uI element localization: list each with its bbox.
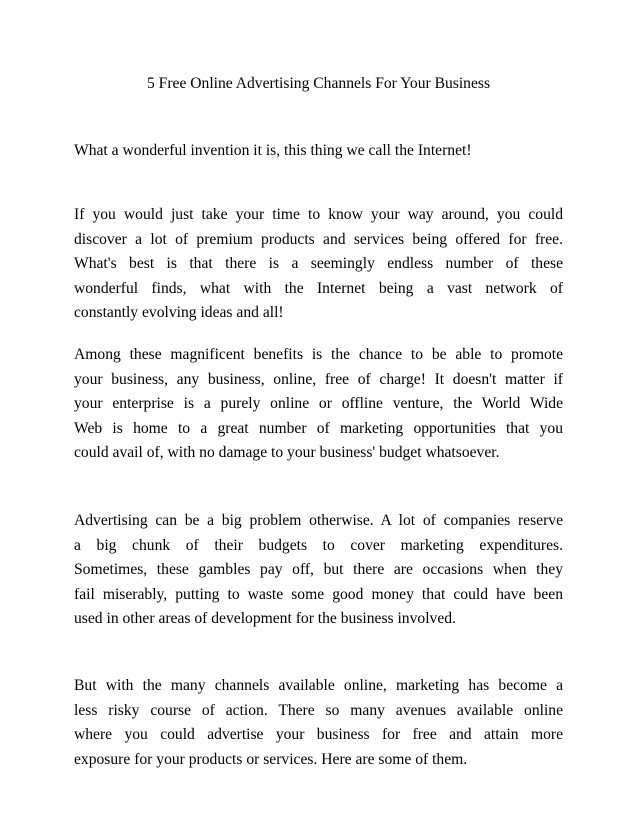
paragraph-line: your enterprise is a purely online or offline venture, the World Wide — [74, 395, 563, 413]
paragraph-line: discover a lot of premium products and services being offered for free. — [74, 230, 563, 248]
paragraph-2 — [74, 343, 563, 466]
paragraph-line: fail miserably, putting to waste some good money that could have been — [74, 585, 563, 603]
paragraph-line: Web is home to a great number of marketing opportunities that you — [74, 419, 563, 437]
paragraph-line: could avail of, with no damage to your business' budget whatsoever. — [74, 444, 500, 462]
document-title: 5 Free Online Advertising Channels For Your Business — [146, 75, 491, 92]
paragraph-line: constantly evolving ideas and all! — [74, 304, 284, 322]
paragraph-line: If you would just take your time to know your way around, you could — [74, 206, 563, 223]
intro-paragraph: What a wonderful invention it is, this thing we call the Internet! — [74, 142, 472, 159]
paragraph-line: where you could advertise your business for free and attain more — [74, 726, 563, 744]
paragraph-line: less risky course of action. There so many avenues available online — [74, 701, 563, 719]
paragraph-3 — [74, 509, 563, 632]
paragraph-line: used in other areas of development for the business involved. — [74, 610, 456, 628]
paragraph-line: Sometimes, these gambles pay off, but there are occasions when they — [74, 561, 563, 579]
paragraph-1 — [74, 203, 563, 326]
paragraph-line: a big chunk of their budgets to cover marketing expenditures. — [74, 536, 563, 554]
paragraph-4 — [74, 674, 563, 772]
paragraph-line: Among these magnificent benefits is the chance to be able to promote — [74, 346, 563, 363]
paragraph-line: But with the many channels available online, marketing has become a — [74, 677, 563, 694]
paragraph-line: What's best is that there is a seemingly endless number of these — [74, 255, 563, 273]
paragraph-line: Advertising can be a big problem otherwise. A lot of companies reserve — [74, 512, 563, 529]
paragraph-line: wonderful finds, what with the Internet being a vast network of — [74, 279, 563, 297]
paragraph-line: your business, any business, online, free of charge! It doesn't matter if — [74, 370, 563, 388]
paragraph-line: exposure for your products or services. Here are some of them. — [74, 750, 468, 768]
